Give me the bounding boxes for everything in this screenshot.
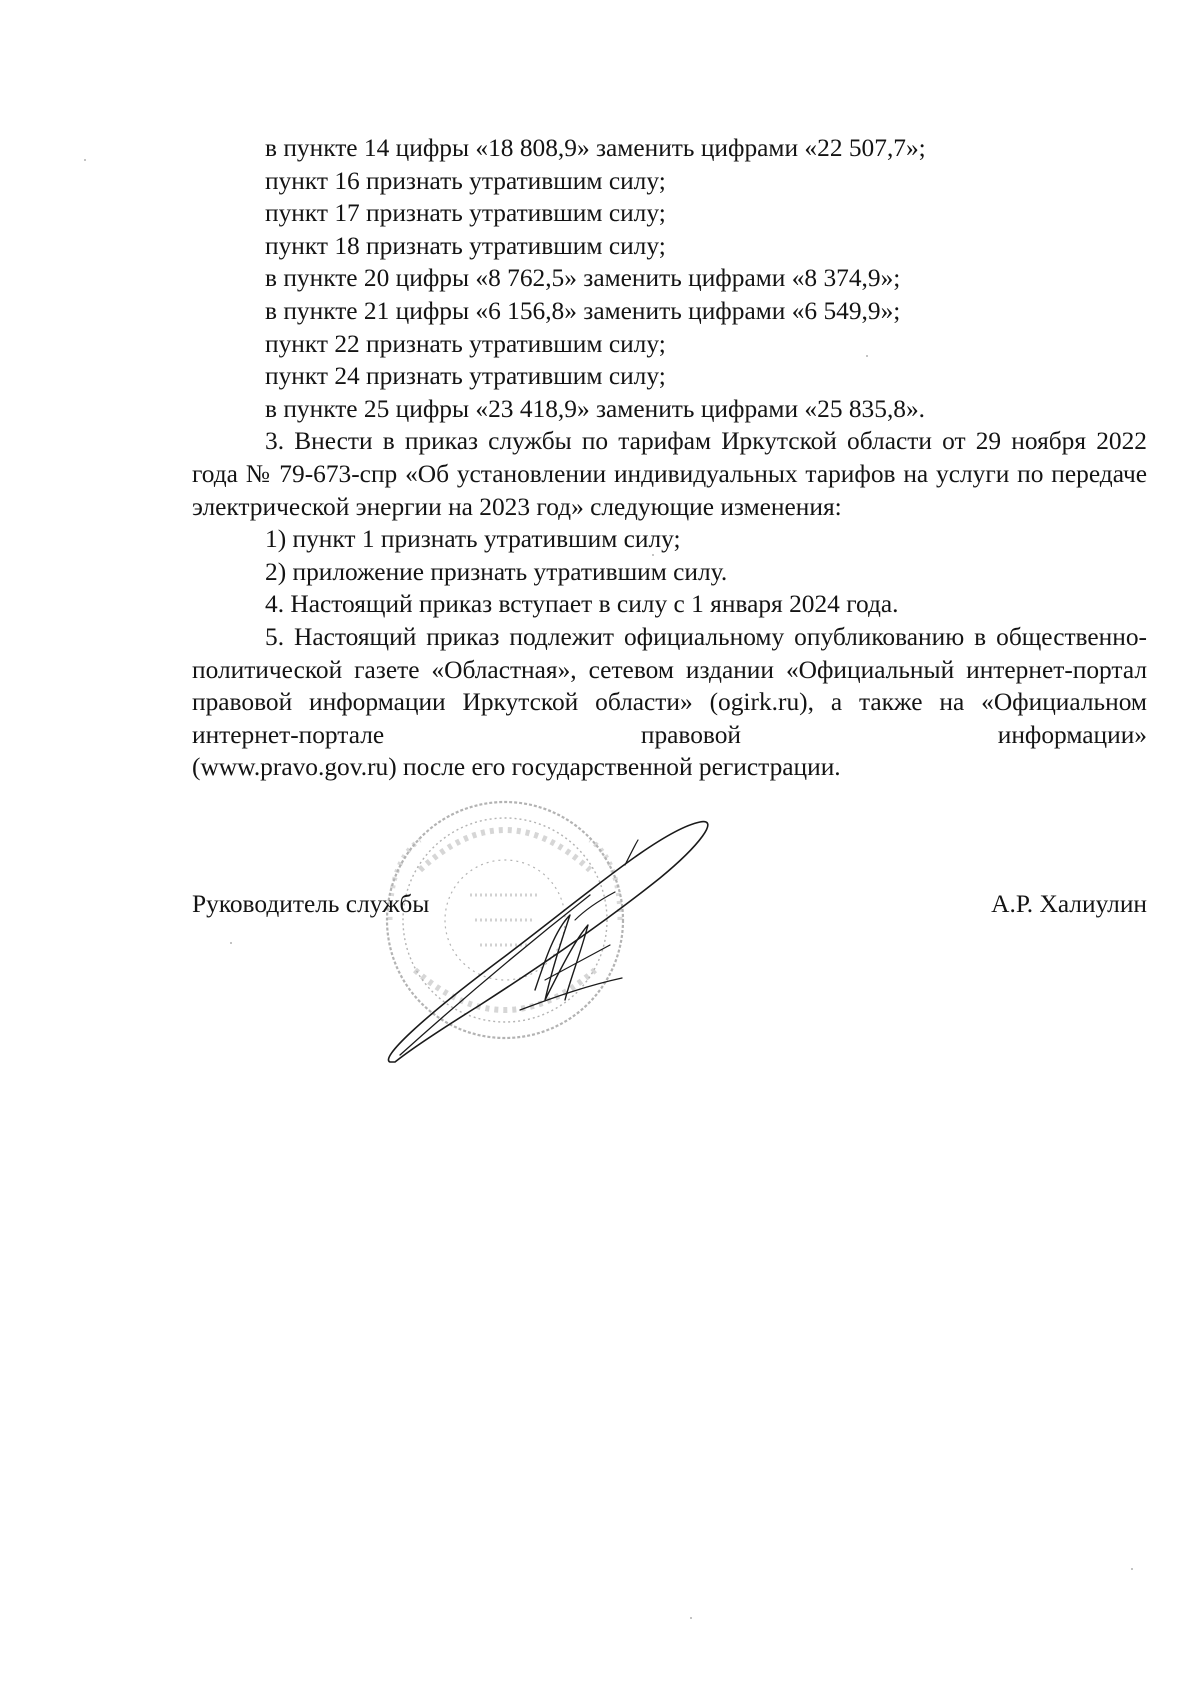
list-item-2: 2) приложение признать утратившим силу. xyxy=(265,557,728,586)
paragraph-4: 4. Настоящий приказ вступает в силу с 1 января 2024 года. xyxy=(265,590,899,619)
amendment-line: пункт 18 признать утратившим силу; xyxy=(265,231,666,260)
paragraph-5-last-line: (www.pravo.gov.ru) после его государственной регистрации. xyxy=(192,753,841,782)
signatory-title: Руководитель службы xyxy=(192,890,430,918)
signatory-name: А.Р. Халиулин xyxy=(991,890,1147,918)
amendment-line: в пункте 20 цифры «8 762,5» заменить цифрами «8 374,9»; xyxy=(265,264,901,293)
document-body xyxy=(192,132,1147,784)
seal-icon xyxy=(387,802,623,1038)
amendment-line: пункт 16 признать утратившим силу; xyxy=(265,166,666,195)
paragraph-5: 5. Настоящий приказ подлежит официальному опубликованию в общественно-политической газете «Областная», сетевом издании «Официальный интернет-портал правовой информации Иркутской области» (ogirk.ru), а также на «Официальном интернет-портале правовой информации» xyxy=(192,622,1147,749)
amendment-line: в пункте 14 цифры «18 808,9» заменить цифрами «22 507,7»; xyxy=(265,134,926,162)
amendment-line: пункт 17 признать утратившим силу; xyxy=(265,199,666,228)
amendment-line: в пункте 21 цифры «6 156,8» заменить цифрами «6 549,9»; xyxy=(265,296,901,325)
seal-and-signature-icon xyxy=(360,800,780,1080)
signature-icon xyxy=(388,822,707,1062)
amendment-line: пункт 24 признать утратившим силу; xyxy=(265,362,666,391)
paragraph-3: 3. Внести в приказ службы по тарифам Иркутской области от 29 ноября 2022 года № 79-673-спр «Об установлении индивидуальных тарифов на услуги по передаче электрической энергии на 2023 год» следующие изменения: xyxy=(192,427,1147,521)
list-item-1: 1) пункт 1 признать утратившим силу; xyxy=(265,525,681,554)
amendment-line: пункт 22 признать утратившим силу; xyxy=(265,329,666,358)
amendment-line: в пункте 25 цифры «23 418,9» заменить цифрами «25 835,8». xyxy=(265,394,926,423)
